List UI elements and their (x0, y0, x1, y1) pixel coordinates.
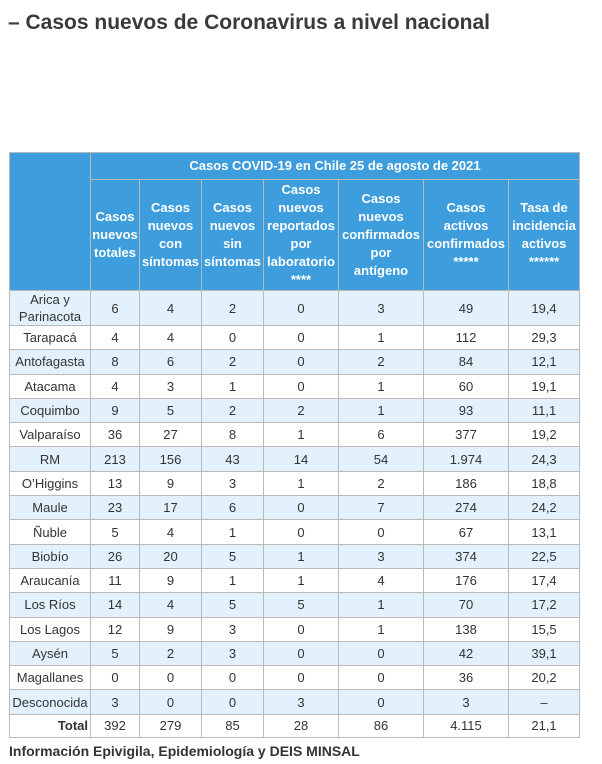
table-cell: 2 (140, 641, 202, 665)
total-row (10, 714, 580, 737)
table-cell: 49 (424, 291, 509, 326)
table-cell: 5 (264, 593, 339, 617)
table-cell: 0 (140, 690, 202, 714)
column-header-line: confirmados (341, 227, 420, 242)
column-header-line: nuevos (209, 218, 256, 233)
region-name: Valparaíso (10, 423, 91, 447)
column-header-line: por (290, 236, 312, 251)
total-cell: 21,1 (509, 714, 580, 737)
table-row (10, 641, 580, 665)
table-row (10, 374, 580, 398)
table-cell: 4 (91, 374, 140, 398)
table-cell: 0 (264, 374, 339, 398)
region-name: Atacama (10, 374, 91, 398)
column-header-line: Casos (150, 200, 191, 215)
column-header-line: síntomas (203, 254, 262, 269)
column-header (339, 180, 424, 291)
column-header-line: ***** (453, 254, 479, 269)
table-cell: 3 (339, 544, 424, 568)
table-cell: 36 (91, 423, 140, 447)
table-cell: 60 (424, 374, 509, 398)
table-cell: 11 (91, 568, 140, 592)
region-name: Coquimbo (10, 398, 91, 422)
table-cell: 17,4 (509, 568, 580, 592)
table-row (10, 666, 580, 690)
table-cell: 186 (424, 471, 509, 495)
table-row (10, 617, 580, 641)
column-header (140, 180, 202, 291)
table-cell: 1 (202, 520, 264, 544)
column-header (424, 180, 509, 291)
column-header-line: antígeno (353, 263, 409, 278)
table-cell: 84 (424, 350, 509, 374)
table-cell: 9 (140, 617, 202, 641)
table-row (10, 398, 580, 422)
total-cell: 28 (264, 714, 339, 737)
region-name: Antofagasta (10, 350, 91, 374)
column-header (91, 180, 140, 291)
table-cell: 3 (339, 291, 424, 326)
table-row (10, 326, 580, 350)
table-caption: Casos COVID-19 en Chile 25 de agosto de 2021 (91, 153, 580, 180)
total-cell: 86 (339, 714, 424, 737)
table-cell: 2 (202, 291, 264, 326)
table-cell: 17 (140, 496, 202, 520)
table-cell: 1 (202, 568, 264, 592)
table-cell: 15,5 (509, 617, 580, 641)
table-row (10, 471, 580, 495)
column-header-line: nuevos (358, 209, 404, 224)
table-cell: 0 (264, 520, 339, 544)
region-name: O’Higgins (10, 471, 91, 495)
column-header-line: Tasa de (520, 200, 568, 215)
table-cell: 6 (202, 496, 264, 520)
table-cell: 3 (91, 690, 140, 714)
table-cell: 27 (140, 423, 202, 447)
table-cell: 20 (140, 544, 202, 568)
table-cell: 93 (424, 398, 509, 422)
table-cell: 4 (339, 568, 424, 592)
region-name: Los Lagos (10, 617, 91, 641)
table-cell: 374 (424, 544, 509, 568)
table-cell: 0 (202, 690, 264, 714)
column-header-line: Casos (95, 209, 135, 224)
region-name: Araucanía (10, 568, 91, 592)
table-cell: 0 (339, 690, 424, 714)
column-header-line: Casos (281, 182, 321, 197)
region-name: Biobío (10, 544, 91, 568)
table-cell: 18,8 (509, 471, 580, 495)
table-cell: 0 (339, 641, 424, 665)
table-cell: 1 (339, 617, 424, 641)
table-cell: 4 (91, 326, 140, 350)
region-name: Magallanes (10, 666, 91, 690)
column-header-line: activos (443, 218, 489, 233)
table-cell: 70 (424, 593, 509, 617)
total-cell: 392 (91, 714, 140, 737)
table-cell: 1 (202, 374, 264, 398)
total-cell: 4.115 (424, 714, 509, 737)
table-row (10, 291, 580, 326)
table-cell: 0 (339, 666, 424, 690)
table-cell: 12,1 (509, 350, 580, 374)
source-note: Información Epivigila, Epidemiología y DEIS MINSAL (9, 743, 360, 759)
table-cell: 5 (202, 544, 264, 568)
covid-cases-table (9, 152, 580, 738)
table-cell: 6 (91, 291, 140, 326)
table-cell: 8 (202, 423, 264, 447)
column-header-line: reportados (267, 218, 335, 233)
table-cell: 1 (264, 423, 339, 447)
table-cell: 24,3 (509, 447, 580, 471)
table-cell: 4 (140, 593, 202, 617)
column-header-line: laboratorio (267, 254, 335, 269)
region-name: Desconocida (10, 690, 91, 714)
table-cell: 1 (339, 398, 424, 422)
column-header-line: nuevos (92, 227, 138, 242)
table-cell: 2 (339, 471, 424, 495)
table-cell: 9 (140, 471, 202, 495)
table-row (10, 350, 580, 374)
table-cell: 3 (424, 690, 509, 714)
table-cell: 3 (202, 617, 264, 641)
table-row (10, 568, 580, 592)
table-cell: 5 (91, 641, 140, 665)
column-header-line: nuevos (278, 200, 324, 215)
column-header-line: activos (521, 236, 567, 251)
table-cell: 39,1 (509, 641, 580, 665)
table-cell: 0 (264, 291, 339, 326)
table-cell: 42 (424, 641, 509, 665)
table-cell: 14 (264, 447, 339, 471)
table-cell: 3 (264, 690, 339, 714)
table-cell: 0 (264, 666, 339, 690)
table-cell: 1 (264, 568, 339, 592)
table-cell: 67 (424, 520, 509, 544)
table-row (10, 423, 580, 447)
table-cell: 0 (264, 617, 339, 641)
region-name: Maule (10, 496, 91, 520)
table-cell: 0 (91, 666, 140, 690)
table-cell: 13,1 (509, 520, 580, 544)
column-header-line: nuevos (147, 218, 194, 233)
table-cell: 1 (264, 544, 339, 568)
table-row (10, 593, 580, 617)
column-header (264, 180, 339, 291)
table-row (10, 447, 580, 471)
table-cell: 0 (202, 666, 264, 690)
table-cell: 24,2 (509, 496, 580, 520)
region-name: Arica y Parinacota (10, 291, 91, 326)
table-row (10, 690, 580, 714)
region-name: Ñuble (10, 520, 91, 544)
table-cell: 11,1 (509, 398, 580, 422)
table-cell: 0 (264, 350, 339, 374)
column-header-line: sin (223, 236, 242, 251)
column-header (509, 180, 580, 291)
table-cell: 23 (91, 496, 140, 520)
table-cell: 43 (202, 447, 264, 471)
column-header-line: con (158, 236, 183, 251)
table-cell: 7 (339, 496, 424, 520)
column-header-line: ****** (528, 254, 560, 269)
table-cell: 19,1 (509, 374, 580, 398)
table-cell: 0 (264, 496, 339, 520)
table-row (10, 544, 580, 568)
table-cell: 176 (424, 568, 509, 592)
table-cell: 54 (339, 447, 424, 471)
column-header-line: Casos (446, 200, 486, 215)
region-name: Tarapacá (10, 326, 91, 350)
column-header-line: síntomas (141, 254, 200, 269)
table-cell: 0 (140, 666, 202, 690)
table-cell: 19,4 (509, 291, 580, 326)
table-cell: 5 (202, 593, 264, 617)
table-cell: 1 (339, 593, 424, 617)
region-name: RM (10, 447, 91, 471)
table-cell: 1 (339, 326, 424, 350)
table-cell: 36 (424, 666, 509, 690)
table-cell: 12 (91, 617, 140, 641)
table-cell: 112 (424, 326, 509, 350)
table-cell: 274 (424, 496, 509, 520)
table-cell: 2 (202, 350, 264, 374)
column-header-line: confirmados (426, 236, 505, 251)
table-cell: 14 (91, 593, 140, 617)
table-cell: 4 (140, 326, 202, 350)
table-cell: 29,3 (509, 326, 580, 350)
table-corner-cell (10, 153, 91, 291)
table-cell: 8 (91, 350, 140, 374)
column-header-line: **** (290, 272, 312, 287)
table-cell: 213 (91, 447, 140, 471)
table-cell: 3 (202, 471, 264, 495)
table-cell: 20,2 (509, 666, 580, 690)
region-name: Los Ríos (10, 593, 91, 617)
table-cell: 5 (140, 398, 202, 422)
table-cell: 3 (202, 641, 264, 665)
table-row (10, 496, 580, 520)
table-cell: 6 (339, 423, 424, 447)
table-cell: 5 (91, 520, 140, 544)
column-header-line: por (370, 245, 392, 260)
table-cell: 9 (91, 398, 140, 422)
table-cell: 1 (339, 374, 424, 398)
table-cell: 0 (202, 326, 264, 350)
table-cell: 2 (202, 398, 264, 422)
table-cell: 3 (140, 374, 202, 398)
table-cell: – (509, 690, 580, 714)
table-cell: 4 (140, 520, 202, 544)
table-cell: 156 (140, 447, 202, 471)
column-header (202, 180, 264, 291)
column-header-line: Casos (212, 200, 253, 215)
table-cell: 0 (339, 520, 424, 544)
table-cell: 0 (264, 641, 339, 665)
table-cell: 26 (91, 544, 140, 568)
table-cell: 17,2 (509, 593, 580, 617)
table-cell: 2 (264, 398, 339, 422)
table-row (10, 520, 580, 544)
total-cell: 85 (202, 714, 264, 737)
table-cell: 13 (91, 471, 140, 495)
column-header-line: incidencia (512, 218, 576, 233)
table-cell: 0 (264, 326, 339, 350)
column-header-line: Casos (361, 191, 401, 206)
table-cell: 9 (140, 568, 202, 592)
table-cell: 1 (264, 471, 339, 495)
region-name: Aysén (10, 641, 91, 665)
total-cell: 279 (140, 714, 202, 737)
table-cell: 1.974 (424, 447, 509, 471)
table-cell: 6 (140, 350, 202, 374)
table-cell: 4 (140, 291, 202, 326)
table-cell: 19,2 (509, 423, 580, 447)
table-cell: 138 (424, 617, 509, 641)
column-header-line: totales (94, 245, 136, 260)
table-cell: 2 (339, 350, 424, 374)
table-cell: 22,5 (509, 544, 580, 568)
page-title: – Casos nuevos de Coronavirus a nivel nacional (8, 11, 490, 34)
total-label: Total (10, 714, 91, 737)
table-cell: 377 (424, 423, 509, 447)
